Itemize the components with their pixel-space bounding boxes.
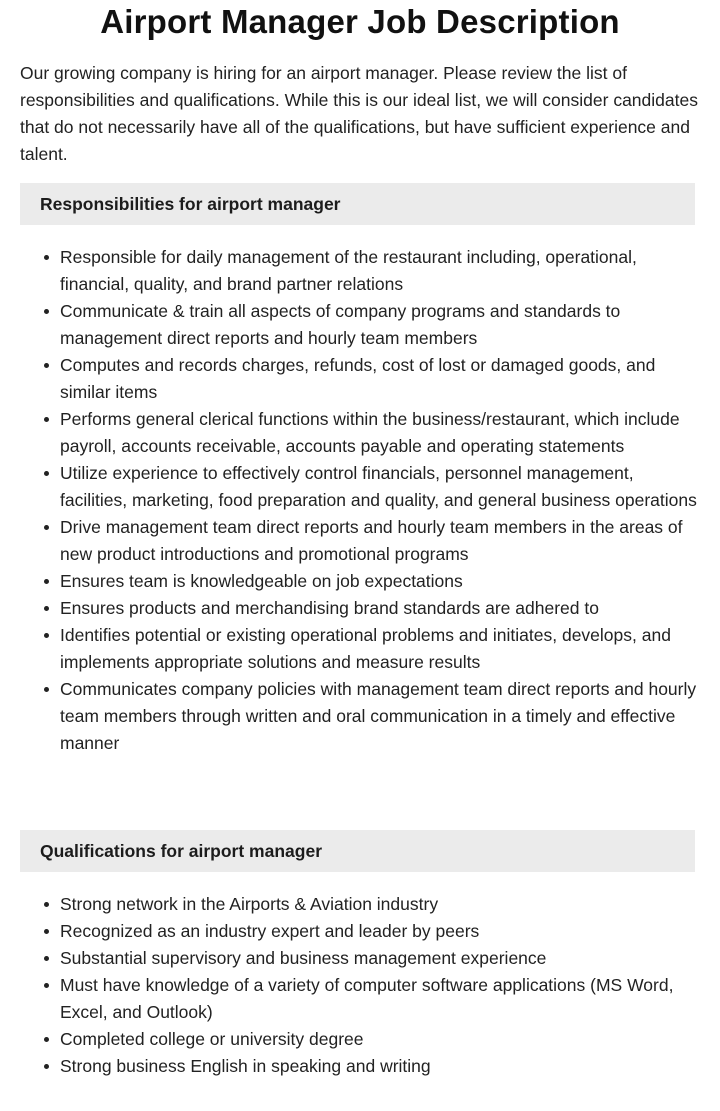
list-item: Ensures products and merchandising brand standards are adhered to xyxy=(60,595,700,622)
qualifications-list xyxy=(20,891,700,1080)
list-item: Identifies potential or existing operational problems and initiates, develops, and implements appropriate solutions and measure results xyxy=(60,622,700,676)
page-title: Airport Manager Job Description xyxy=(100,3,620,40)
list-item: Recognized as an industry expert and leader by peers xyxy=(60,918,700,945)
list-item: Must have knowledge of a variety of computer software applications (MS Word, Excel, and Outlook) xyxy=(60,972,700,1026)
intro-paragraph: Our growing company is hiring for an airport manager. Please review the list of responsibilities and qualifications. While this is our ideal list, we will consider candidates that do not necessarily have all of the qualifications, but have sufficient experience and talent. xyxy=(20,63,698,164)
list-item: Completed college or university degree xyxy=(60,1026,700,1053)
responsibilities-list xyxy=(20,244,700,757)
list-item: Computes and records charges, refunds, cost of lost or damaged goods, and similar items xyxy=(60,352,700,406)
qualifications-heading: Qualifications for airport manager xyxy=(20,830,695,872)
list-item: Drive management team direct reports and hourly team members in the areas of new product introductions and promotional programs xyxy=(60,514,700,568)
list-item: Performs general clerical functions within the business/restaurant, which include payroll, accounts receivable, accounts payable and operating statements xyxy=(60,406,700,460)
list-item: Substantial supervisory and business management experience xyxy=(60,945,700,972)
list-item: Strong business English in speaking and writing xyxy=(60,1053,700,1080)
responsibilities-heading: Responsibilities for airport manager xyxy=(20,183,695,225)
list-item: Ensures team is knowledgeable on job expectations xyxy=(60,568,700,595)
list-item: Communicates company policies with management team direct reports and hourly team members through written and oral communication in a timely and effective manner xyxy=(60,676,700,757)
list-item: Communicate & train all aspects of company programs and standards to management direct reports and hourly team members xyxy=(60,298,700,352)
list-item: Responsible for daily management of the restaurant including, operational, financial, quality, and brand partner relations xyxy=(60,244,700,298)
list-item: Strong network in the Airports & Aviation industry xyxy=(60,891,700,918)
list-item: Utilize experience to effectively control financials, personnel management, facilities, marketing, food preparation and quality, and general business operations xyxy=(60,460,700,514)
